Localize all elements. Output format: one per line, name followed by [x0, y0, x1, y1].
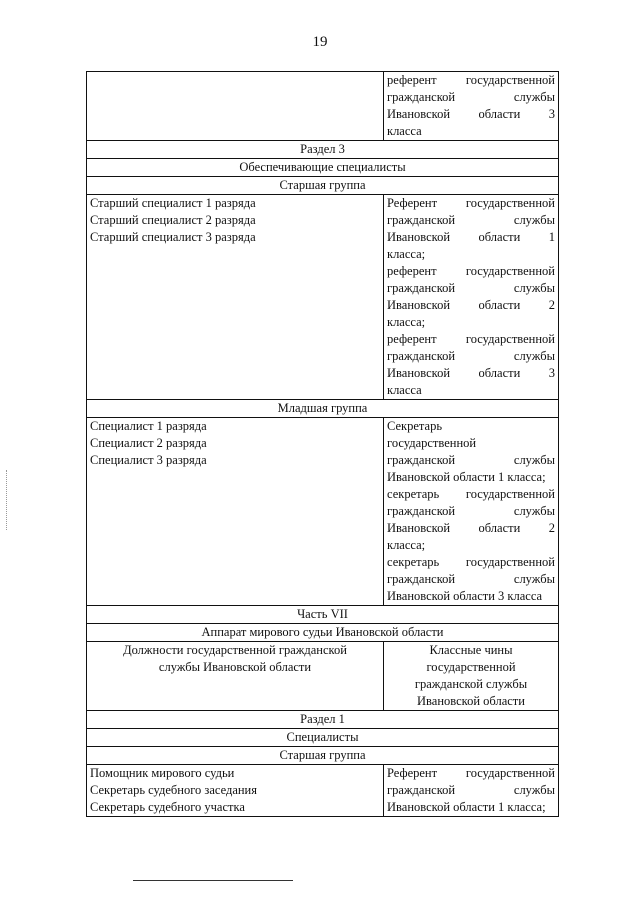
empty-cell: [87, 72, 384, 141]
header-line: Должности государственной гражданской: [123, 643, 347, 657]
header-line: службы Ивановской области: [158, 660, 312, 674]
cell-line: Ивановской области 3: [387, 107, 555, 121]
cell-line: класса;: [387, 315, 426, 329]
table-row: [87, 400, 559, 418]
cell-line: секретарь государственной: [387, 487, 555, 501]
cell-line: Ивановской области 3: [387, 366, 555, 380]
position-name: Специалист 3 разряда: [90, 453, 207, 467]
table-row: [87, 141, 559, 159]
part-heading: Часть VII: [87, 606, 559, 624]
table-row: [87, 159, 559, 177]
position-cell: [87, 765, 384, 817]
position-cell: [87, 418, 384, 606]
position-name: Секретарь судебного заседания: [90, 783, 257, 797]
position-cell: [87, 195, 384, 400]
table-row: [87, 747, 559, 765]
group-heading: Младшая группа: [87, 400, 559, 418]
footer-rule: [133, 880, 293, 881]
table-row: [87, 418, 559, 606]
cell-line: гражданской службы: [387, 783, 555, 797]
class-rank-cell: [384, 418, 559, 606]
table-row: [87, 72, 559, 141]
body-heading: Аппарат мирового судьи Ивановской области: [87, 624, 559, 642]
column-header-class-ranks: [384, 642, 559, 711]
table-row: [87, 729, 559, 747]
position-name: Специалист 2 разряда: [90, 436, 207, 450]
cell-line: Ивановской области 1: [387, 230, 555, 244]
group-heading: Старшая группа: [87, 747, 559, 765]
cell-line: гражданской службы: [387, 453, 555, 467]
cell-line: класса: [387, 124, 422, 138]
cell-line: Референт государственной: [387, 196, 555, 210]
scan-margin-mark: [6, 470, 11, 530]
section-heading: Раздел 3: [87, 141, 559, 159]
position-name: Помощник мирового судьи: [90, 766, 235, 780]
table-row: [87, 765, 559, 817]
class-rank-cell: [384, 195, 559, 400]
category-heading: Обеспечивающие специалисты: [87, 159, 559, 177]
column-header-positions: [87, 642, 384, 711]
position-name: Старший специалист 1 разряда: [90, 196, 256, 210]
cell-line: секретарь государственной: [387, 555, 555, 569]
cell-line: класса;: [387, 247, 426, 261]
header-line: Ивановской области: [417, 694, 525, 708]
cell-line: гражданской службы: [387, 213, 555, 227]
table-row: [87, 642, 559, 711]
class-rank-cell: [384, 765, 559, 817]
cell-line: Ивановской области 1 класса;: [387, 470, 546, 484]
cell-line: референт государственной: [387, 264, 555, 278]
cell-line: гражданской службы: [387, 281, 555, 295]
position-name: Старший специалист 3 разряда: [90, 230, 256, 244]
cell-line: класса;: [387, 538, 426, 552]
class-rank-cell: [384, 72, 559, 141]
position-name: Специалист 1 разряда: [90, 419, 207, 433]
cell-line: референт государственной: [387, 73, 555, 87]
position-name: Секретарь судебного участка: [90, 800, 245, 814]
cell-line: референт государственной: [387, 332, 555, 346]
header-line: государственной: [426, 660, 516, 674]
header-line: гражданской службы: [414, 677, 528, 691]
cell-line: гражданской службы: [387, 90, 555, 104]
table-row: [87, 195, 559, 400]
cell-line: Ивановской области 1 класса;: [387, 800, 546, 814]
cell-line: Секретарь: [387, 419, 443, 433]
cell-line: гражданской службы: [387, 349, 555, 363]
page-number: 19: [312, 34, 328, 50]
table-row: [87, 624, 559, 642]
table-row: [87, 606, 559, 624]
cell-line: Ивановской области 2: [387, 521, 555, 535]
cell-line: Ивановской области 3 класса: [387, 589, 543, 603]
cell-line: гражданской службы: [387, 504, 555, 518]
cell-line: государственной: [387, 436, 477, 450]
table-row: [87, 711, 559, 729]
section-heading: Раздел 1: [87, 711, 559, 729]
cell-line: гражданской службы: [387, 572, 555, 586]
position-name: Старший специалист 2 разряда: [90, 213, 256, 227]
category-heading: Специалисты: [87, 729, 559, 747]
cell-line: класса: [387, 383, 422, 397]
positions-table: [86, 71, 559, 817]
cell-line: Референт государственной: [387, 766, 555, 780]
header-line: Классные чины: [429, 643, 513, 657]
group-heading: Старшая группа: [87, 177, 559, 195]
table-row: [87, 177, 559, 195]
cell-line: Ивановской области 2: [387, 298, 555, 312]
